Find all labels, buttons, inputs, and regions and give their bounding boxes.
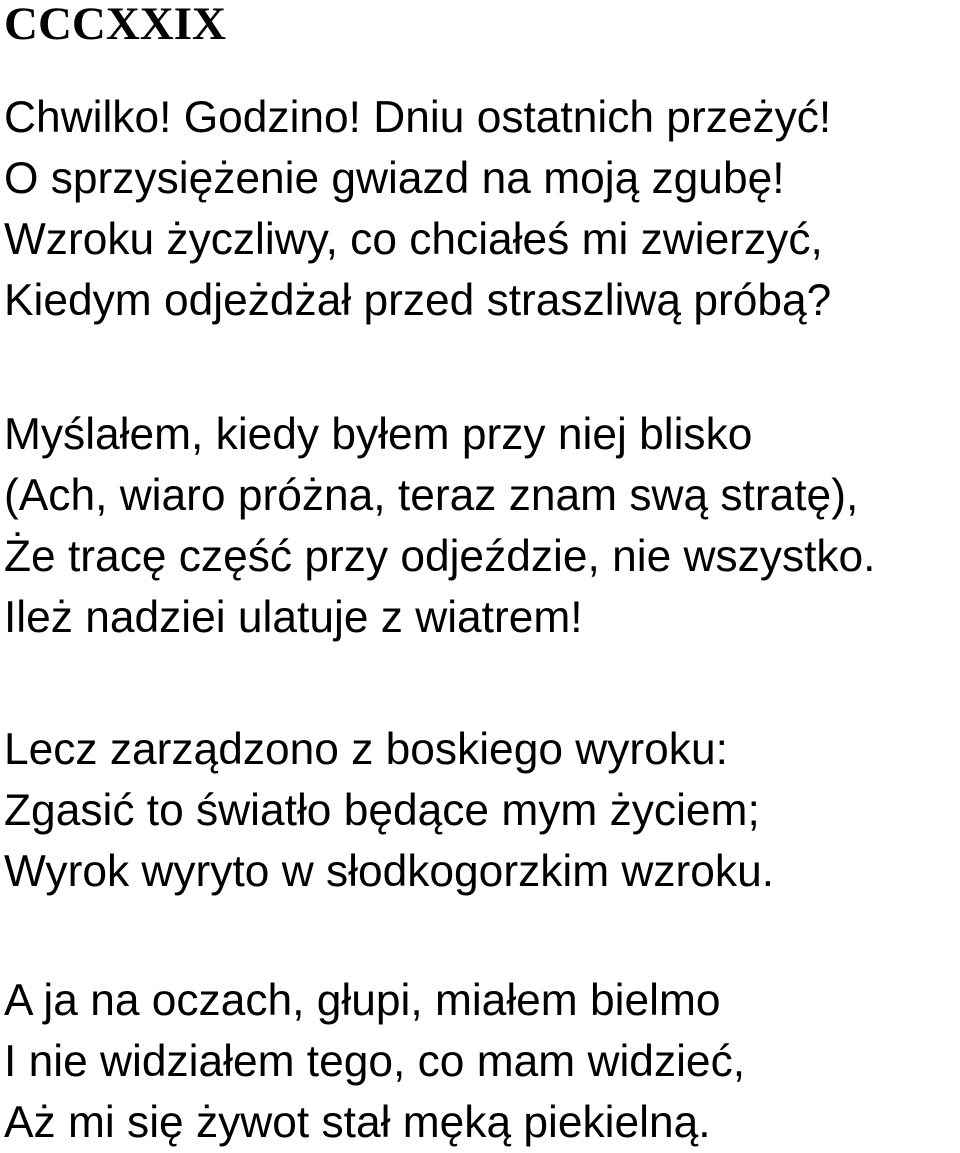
poem-line: I nie widziałem tego, co mam widzieć, — [4, 1037, 746, 1086]
poem-line: Kiedym odjeżdżał przed straszliwą próbą? — [4, 276, 832, 325]
stanza-3 — [4, 719, 774, 902]
poem-line: (Ach, wiaro próżna, teraz znam swą stratę), — [4, 471, 859, 520]
poem-line: Wyrok wyryto w słodkogorzkim wzroku. — [4, 847, 775, 896]
poem-line: Ileż nadziei ulatuje z wiatrem! — [4, 593, 583, 642]
poem-line: Myślałem, kiedy byłem przy niej blisko — [4, 410, 753, 459]
poem-line: Aż mi się żywot stał męką piekielną. — [4, 1098, 711, 1147]
poem-line: Lecz zarządzono z boskiego wyroku: — [4, 725, 728, 774]
poem-title: CCCXXIX — [4, 0, 226, 50]
poem-line: O sprzysiężenie gwiazd na moją zgubę! — [4, 154, 785, 203]
poem-line: Że tracę część przy odjeździe, nie wszystko. — [4, 532, 876, 581]
stanza-1 — [4, 87, 831, 331]
poem-line: Wzroku życzliwy, co chciałeś mi zwierzyć, — [4, 215, 823, 264]
poem-line: Chwilko! Godzino! Dniu ostatnich przeżyć! — [4, 93, 832, 142]
stanza-2 — [4, 404, 876, 648]
poem-line: A ja na oczach, głupi, miałem bielmo — [4, 976, 721, 1025]
stanza-4 — [4, 970, 745, 1153]
poem-line: Zgasić to światło będące mym życiem; — [4, 786, 760, 835]
